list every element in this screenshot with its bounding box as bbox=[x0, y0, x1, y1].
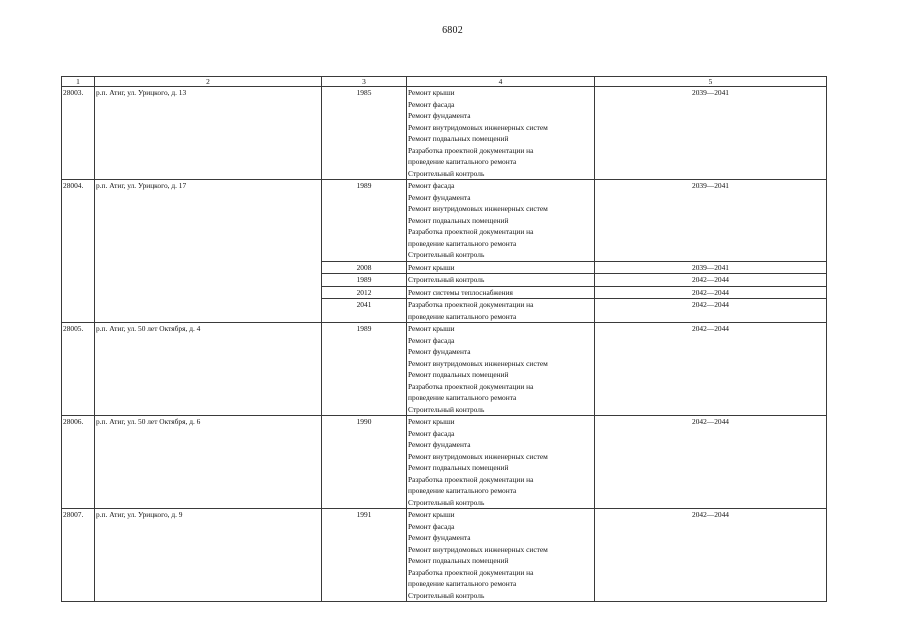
works-list bbox=[407, 274, 595, 287]
table-row bbox=[62, 180, 827, 262]
work-item: Ремонт фундамента bbox=[408, 192, 471, 202]
work-item: Ремонт внутридомовых инженерных систем bbox=[408, 204, 548, 213]
work-item: Разработка проектной документации на bbox=[408, 300, 534, 309]
repair-period: 2042—2044 bbox=[595, 299, 827, 323]
work-item: проведение капитального ремонта bbox=[408, 486, 517, 495]
work-item: Ремонт внутридомовых инженерных систем bbox=[408, 451, 548, 461]
record-number: 28004. bbox=[62, 180, 95, 323]
works-list bbox=[407, 509, 595, 602]
column-number-2: 2 bbox=[95, 77, 322, 87]
work-item: Ремонт крыши bbox=[408, 324, 455, 333]
work-item: Разработка проектной документации на bbox=[408, 381, 534, 391]
works-list bbox=[407, 416, 595, 509]
page-number: 6802 bbox=[442, 25, 463, 36]
record-number: 28005. bbox=[62, 323, 95, 416]
work-item: Ремонт фасада bbox=[408, 181, 455, 190]
repair-period: 2039—2041 bbox=[595, 87, 827, 180]
work-item: Ремонт подвальных помещений bbox=[408, 215, 509, 225]
works-list bbox=[407, 261, 595, 274]
work-item: Ремонт крыши bbox=[408, 262, 455, 272]
repair-period: 2042—2044 bbox=[595, 509, 827, 602]
commissioning-year: 2041 bbox=[322, 299, 407, 323]
work-item: Разработка проектной документации на bbox=[408, 474, 534, 484]
record-number: 28007. bbox=[62, 509, 95, 602]
repair-period: 2039—2041 bbox=[595, 180, 827, 262]
work-item: Разработка проектной документации на bbox=[408, 567, 534, 577]
work-item: Строительный контроль bbox=[408, 275, 485, 284]
commissioning-year: 1985 bbox=[322, 87, 407, 180]
commissioning-year: 1991 bbox=[322, 509, 407, 602]
work-item: Ремонт фундамента bbox=[408, 111, 471, 120]
commissioning-year: 1989 bbox=[322, 180, 407, 262]
repair-period: 2042—2044 bbox=[595, 416, 827, 509]
commissioning-year: 2008 bbox=[322, 261, 407, 274]
record-address: р.п. Атиг, ул. 50 лет Октября, д. 6 bbox=[95, 416, 322, 509]
work-item: проведение капитального ремонта bbox=[408, 238, 517, 248]
repair-schedule-table bbox=[61, 76, 827, 602]
work-item: Ремонт системы теплоснабжения bbox=[408, 287, 513, 297]
repair-period: 2042—2044 bbox=[595, 323, 827, 416]
work-item: Ремонт крыши bbox=[408, 88, 455, 97]
work-item: Ремонт внутридомовых инженерных систем bbox=[408, 544, 548, 554]
work-item: Ремонт внутридомовых инженерных систем bbox=[408, 358, 548, 368]
work-item: Ремонт фасада bbox=[408, 428, 455, 438]
work-item: проведение капитального ремонта bbox=[408, 311, 517, 321]
commissioning-year: 1989 bbox=[322, 323, 407, 416]
work-item: Ремонт подвальных помещений bbox=[408, 370, 509, 379]
work-item: проведение капитального ремонта bbox=[408, 393, 517, 402]
work-item: Ремонт крыши bbox=[408, 510, 455, 519]
column-number-row bbox=[62, 77, 827, 87]
table-body bbox=[62, 77, 827, 602]
record-address: р.п. Атиг, ул. Урицкого, д. 9 bbox=[95, 509, 322, 602]
work-item: Ремонт фундамента bbox=[408, 440, 471, 449]
work-item: Разработка проектной документации на bbox=[408, 145, 534, 155]
work-item: Строительный контроль bbox=[408, 404, 485, 414]
works-list bbox=[407, 286, 595, 299]
commissioning-year: 1990 bbox=[322, 416, 407, 509]
work-item: Ремонт подвальных помещений bbox=[408, 134, 509, 143]
commissioning-year: 2012 bbox=[322, 286, 407, 299]
work-item: проведение капитального ремонта bbox=[408, 157, 517, 166]
work-item: Ремонт крыши bbox=[408, 417, 455, 426]
works-list bbox=[407, 180, 595, 262]
table-row bbox=[62, 87, 827, 180]
record-address: р.п. Атиг, ул. 50 лет Октября, д. 4 bbox=[95, 323, 322, 416]
works-list bbox=[407, 299, 595, 323]
works-list bbox=[407, 323, 595, 416]
work-item: Ремонт фасада bbox=[408, 335, 455, 345]
work-item: Ремонт фундамента bbox=[408, 533, 471, 542]
table-row bbox=[62, 509, 827, 602]
commissioning-year: 1989 bbox=[322, 274, 407, 287]
record-address: р.п. Атиг, ул. Урицкого, д. 17 bbox=[95, 180, 322, 323]
works-list bbox=[407, 87, 595, 180]
work-item: Ремонт фундамента bbox=[408, 347, 471, 356]
work-item: Ремонт внутридомовых инженерных систем bbox=[408, 122, 548, 132]
column-number-5: 5 bbox=[595, 77, 827, 87]
record-number: 28006. bbox=[62, 416, 95, 509]
work-item: Ремонт фасада bbox=[408, 521, 455, 531]
work-item: Строительный контроль bbox=[408, 168, 485, 178]
repair-period: 2042—2044 bbox=[595, 274, 827, 287]
repair-period: 2042—2044 bbox=[595, 286, 827, 299]
column-number-3: 3 bbox=[322, 77, 407, 87]
work-item: проведение капитального ремонта bbox=[408, 579, 517, 588]
work-item: Разработка проектной документации на bbox=[408, 227, 534, 236]
table-row bbox=[62, 416, 827, 509]
record-number: 28003. bbox=[62, 87, 95, 180]
repair-period: 2039—2041 bbox=[595, 261, 827, 274]
work-item: Ремонт подвальных помещений bbox=[408, 556, 509, 565]
work-item: Ремонт подвальных помещений bbox=[408, 463, 509, 472]
column-number-4: 4 bbox=[407, 77, 595, 87]
work-item: Ремонт фасада bbox=[408, 99, 455, 109]
work-item: Строительный контроль bbox=[408, 250, 485, 259]
work-item: Строительный контроль bbox=[408, 590, 485, 600]
record-address: р.п. Атиг, ул. Урицкого, д. 13 bbox=[95, 87, 322, 180]
work-item: Строительный контроль bbox=[408, 497, 485, 507]
table-row bbox=[62, 323, 827, 416]
column-number-1: 1 bbox=[62, 77, 95, 87]
